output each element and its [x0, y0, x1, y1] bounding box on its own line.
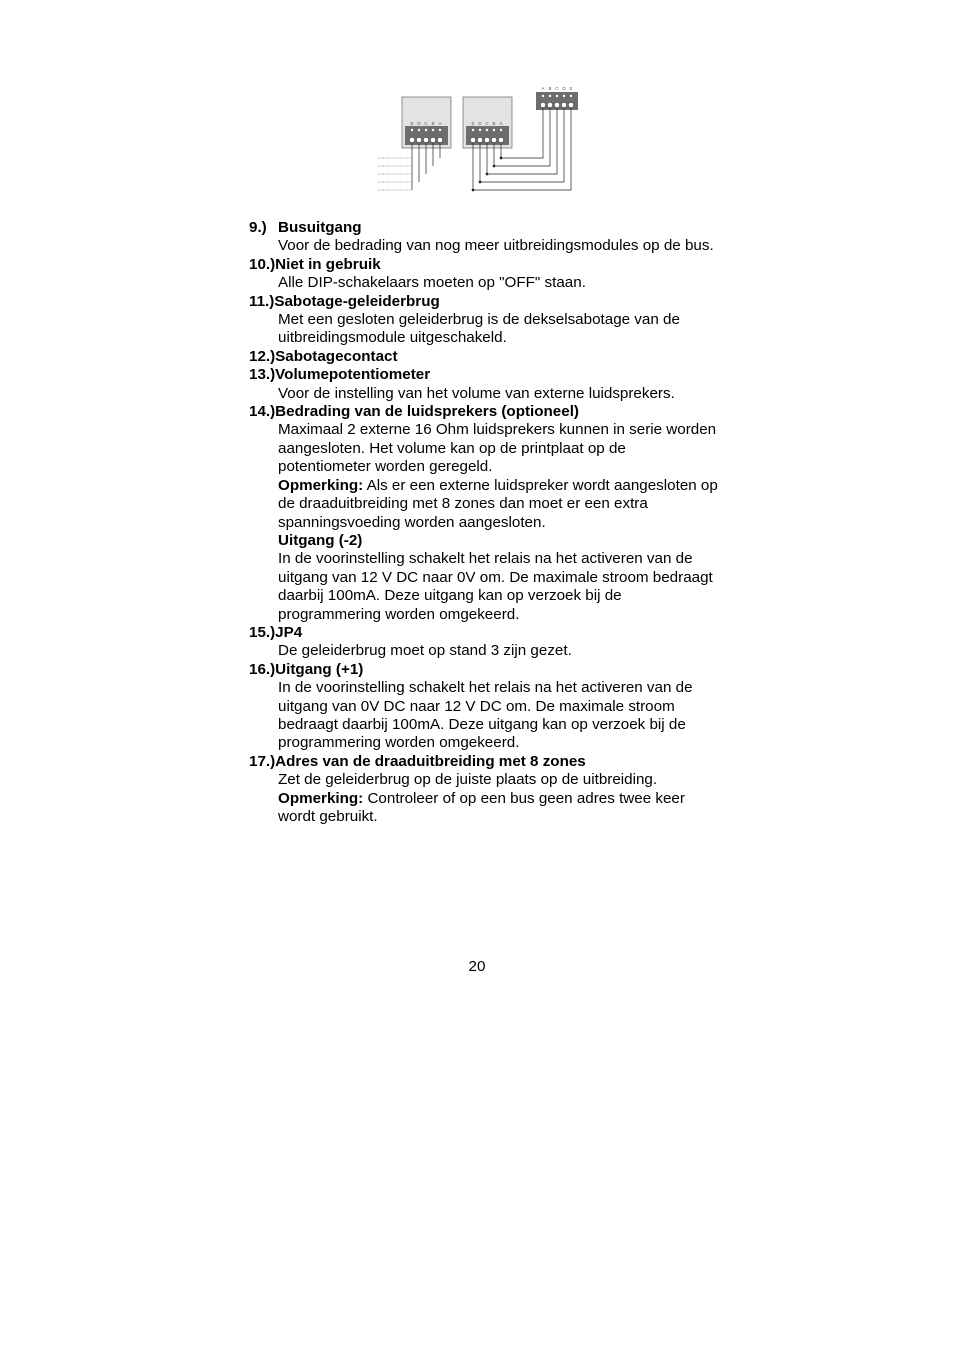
section-title: Volumepotentiometer [275, 366, 431, 384]
terminal-pin [432, 129, 434, 131]
terminal-pin [418, 129, 420, 131]
section-title: Uitgang (+1) [275, 660, 364, 678]
section-text: Maximaal 2 externe 16 Ohm luidsprekers kunnen in serie worden aangesloten. Het volume kan op de printplaat op de potentiometer worden geregeld. [278, 421, 717, 476]
terminal-pin [437, 137, 442, 142]
section-text: Met een gesloten geleiderbrug is de dekselsabotage van de uitbreidingsmodule uitgeschakeld. [278, 311, 680, 347]
section-body [249, 421, 719, 623]
section-number: 15.) [249, 623, 276, 641]
section-number: 13.) [249, 366, 276, 384]
terminal-pin [425, 129, 427, 131]
section-text: De geleiderbrug moet op stand 3 zijn gezet. [278, 642, 572, 660]
section-number: 17.) [249, 752, 276, 770]
terminal-pin [491, 137, 496, 142]
section-title: JP4 [275, 623, 303, 641]
section-text: Voor de instelling van het volume van externe luidsprekers. [278, 384, 675, 402]
terminal-pin [416, 137, 421, 142]
section-text: Voor de bedrading van nog meer uitbreidingsmodules op de bus. [278, 237, 714, 255]
terminal-label: D [417, 121, 421, 126]
note-label: Opmerking: [278, 476, 364, 494]
terminal-pin [500, 129, 502, 131]
terminal-label: E [410, 121, 414, 126]
section-title: Busuitgang [278, 219, 362, 236]
terminal-pin [570, 95, 572, 97]
section-heading [249, 624, 719, 642]
section-heading [249, 366, 719, 384]
terminal-pin [498, 137, 503, 142]
terminal-pin [409, 137, 414, 142]
terminal-pin [556, 95, 558, 97]
section-number: 9.) [249, 219, 267, 236]
page-content [249, 219, 719, 826]
subsection-text: In de voorinstelling schakelt het relais na het activeren van de uitgang van 12 V DC naar 0V om. De maximale stroom bedraagt daarbij 100mA. Deze uitgang kan op verzoek bij de programmering worden omgekeerd. [278, 550, 713, 623]
section-body [249, 771, 719, 826]
page-number: 20 [468, 958, 486, 975]
note-text: Controleer of op een bus geen adres twee keer wordt gebruikt. [278, 789, 685, 825]
note-paragraph [278, 477, 719, 532]
terminal-pin [542, 95, 544, 97]
terminal-pin [472, 129, 474, 131]
junction-dot [472, 189, 474, 191]
wiring-diagram [372, 80, 584, 198]
section-heading [249, 661, 719, 679]
terminal-pin [554, 102, 559, 107]
section-body [249, 311, 719, 348]
terminal-label: D [562, 86, 566, 91]
section-heading [249, 293, 719, 311]
terminal-pin [430, 137, 435, 142]
terminal-label: A [541, 86, 545, 91]
note-label: Opmerking: [278, 789, 364, 807]
terminal-label: E [569, 86, 573, 91]
terminal-pin [561, 102, 566, 107]
terminal-pin [547, 102, 552, 107]
terminal-pin [423, 137, 428, 142]
junction-dot [493, 165, 495, 167]
terminal-label: B [492, 121, 496, 126]
section-heading [249, 219, 719, 237]
terminal-label: A [499, 121, 503, 126]
terminal-pin [486, 129, 488, 131]
subsection-title: Uitgang (-2) [278, 531, 363, 549]
terminal-label: C [424, 121, 428, 126]
terminal-label: E [471, 121, 475, 126]
terminal-pin [493, 129, 495, 131]
section-number: 14.) [249, 403, 276, 421]
terminal-pin [549, 95, 551, 97]
terminal-pin [477, 137, 482, 142]
section-number: 16.) [249, 660, 276, 678]
terminal-label: B [548, 86, 552, 91]
terminal-label: D [478, 121, 482, 126]
section-title: Adres van de draaduitbreiding met 8 zones [275, 752, 586, 770]
section-body [249, 274, 719, 292]
junction-dot [479, 181, 481, 183]
section-number: 11.) [249, 292, 275, 310]
section-heading [249, 256, 719, 274]
section-title: Sabotage-geleiderbrug [274, 292, 440, 310]
terminal-label: C [485, 121, 489, 126]
section-title: Niet in gebruik [275, 255, 381, 273]
section-body [249, 642, 719, 660]
terminal-pin [470, 137, 475, 142]
terminal-pin [540, 102, 545, 107]
terminal-pin [568, 102, 573, 107]
section-body [249, 679, 719, 753]
junction-dot [486, 173, 488, 175]
top-connector-labels [541, 86, 572, 91]
section-title: Bedrading van de luidsprekers (optioneel) [275, 403, 579, 421]
section-number: 10.) [249, 255, 276, 273]
terminal-label: A [438, 121, 442, 126]
section-heading [249, 753, 719, 771]
section-text: In de voorinstelling schakelt het relais na het activeren van de uitgang van 0V DC naar 12 V DC om. De maximale stroom bedraagt daarbij 100mA. Deze uitgang kan op verzoek bij de programmering worden omgekeerd. [278, 679, 693, 752]
note-text: Als er een externe luidspreker wordt aangesloten op de draaduitbreiding met 8 zones dan moet er een extra spanningsvoeding worden aangesloten. [278, 476, 718, 531]
section-text: Alle DIP-schakelaars moeten op "OFF" staan. [278, 274, 586, 292]
terminal-label: C [555, 86, 559, 91]
terminal-pin [439, 129, 441, 131]
terminal-label: B [431, 121, 435, 126]
section-heading [249, 348, 719, 366]
section-body [249, 385, 719, 403]
terminal-pin [479, 129, 481, 131]
terminal-pin [484, 137, 489, 142]
terminal-pin [411, 129, 413, 131]
section-number: 12.) [249, 347, 276, 365]
junction-dot [500, 157, 502, 159]
section-text: Zet de geleiderbrug op de juiste plaats op de uitbreiding. [278, 771, 658, 789]
section-heading [249, 403, 719, 421]
section-title: Sabotagecontact [275, 347, 398, 365]
note-paragraph [278, 790, 719, 827]
terminal-pin [563, 95, 565, 97]
